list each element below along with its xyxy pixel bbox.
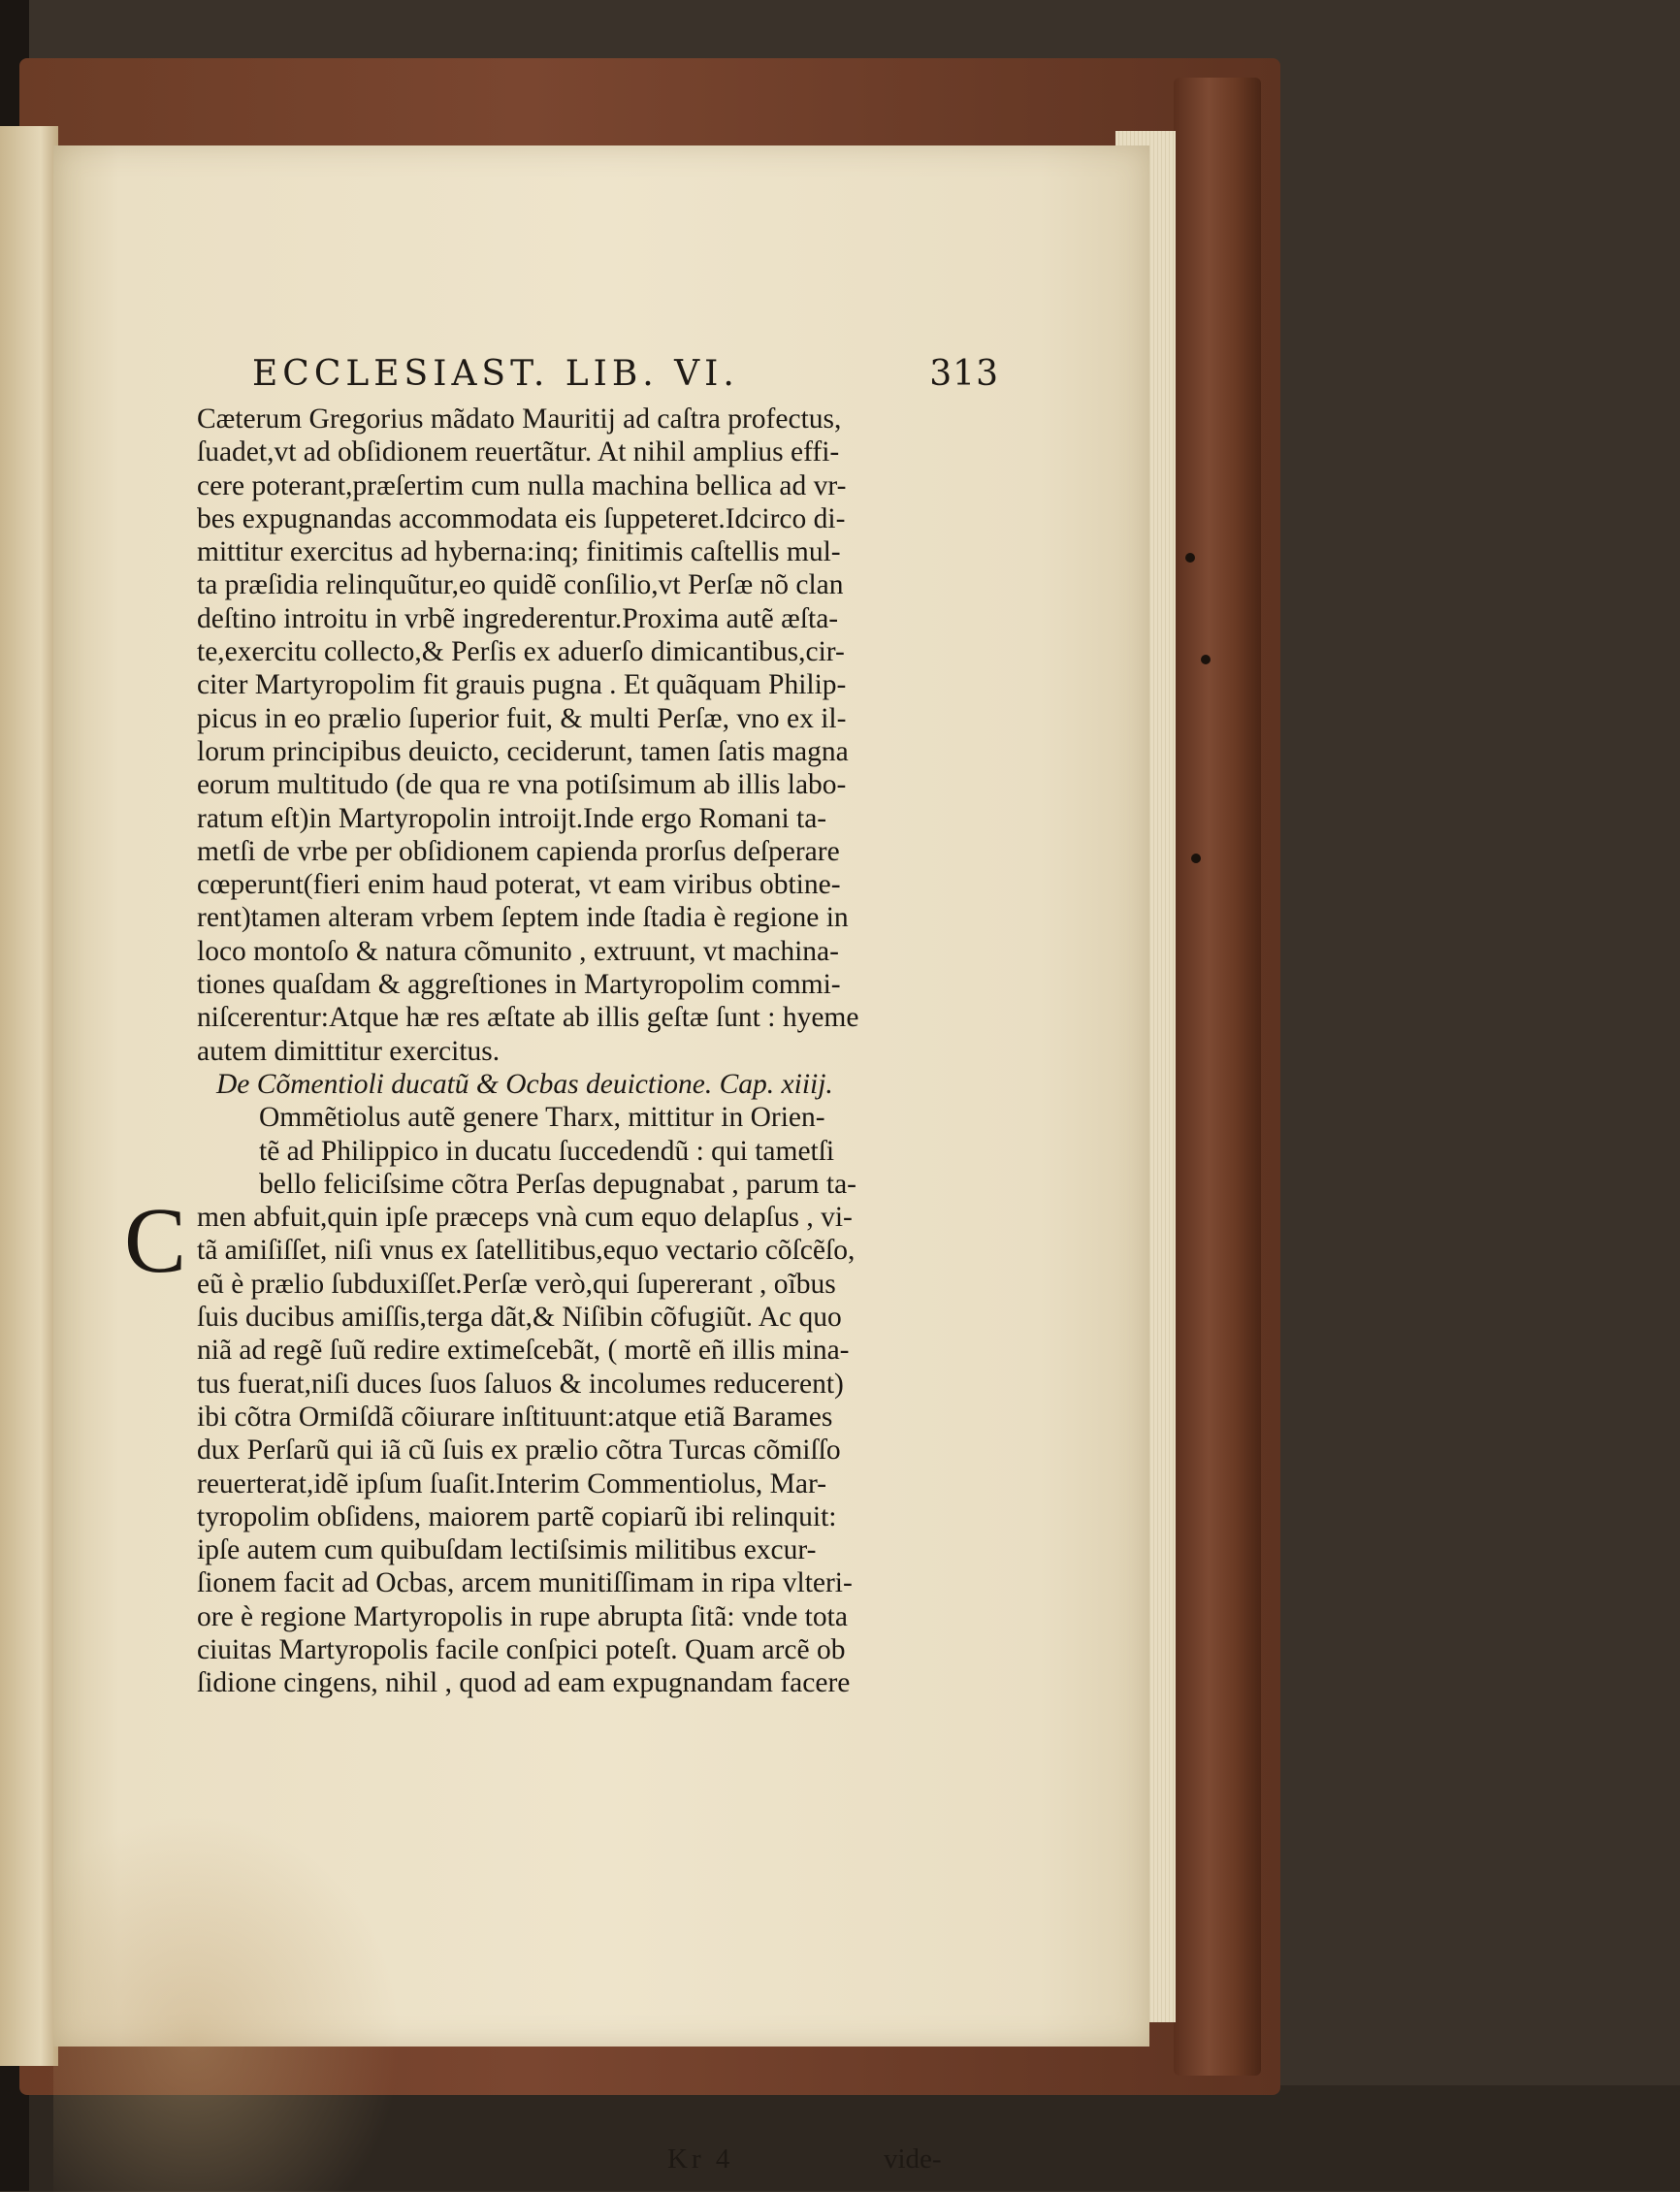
text-line: eorum multitudo (de qua re vna potiſsimum ab illis labo- xyxy=(197,769,847,801)
drop-capital: C xyxy=(124,1188,187,1292)
text-line: loco montoſo & natura cõmunito , extruunt, vt machina- xyxy=(197,935,839,967)
text-line: bello feliciſsime cõtra Perſas depugnabat , parum ta- xyxy=(259,1168,856,1200)
text-line: ſidione cingens, nihil , quod ad eam expugnandam facere xyxy=(197,1667,851,1699)
book-page xyxy=(53,145,1149,2175)
text-line: rent)tamen alteram vrbem ſeptem inde ſtadia è regione in xyxy=(197,902,849,934)
text-line: autem dimittitur exercitus. xyxy=(197,1035,501,1067)
text-line: bes expugnandas accommodata eis ſuppeteret.Idcirco di- xyxy=(197,502,846,534)
text-line: Ommẽtiolus autẽ genere Tharx, mittitur in Orien- xyxy=(259,1102,825,1134)
text-line: eũ è prælio ſubduxiſſet.Perſæ verò,qui ſupererant , oĩbus xyxy=(197,1268,836,1300)
text-line: lorum principibus deuicto, ceciderunt, tamen ſatis magna xyxy=(197,735,849,767)
running-title: ECCLESIAST. LIB. VI. xyxy=(252,354,739,394)
text-line: tiones quaſdam & aggreſtiones in Martyropolim commi- xyxy=(197,969,841,1001)
text-line: deſtino introitu in vrbẽ ingrederentur.Proxima autẽ æſta- xyxy=(197,602,839,634)
facing-page-edge xyxy=(0,126,58,2066)
text-line: tyropolim obſidens, maiorem partẽ copiarũ ibi relinquit: xyxy=(197,1500,837,1532)
text-line: ciuitas Martyropolis facile conſpici poteſt. Quam arcẽ ob xyxy=(197,1633,846,1665)
text-line: dux Perſarũ qui iã cũ ſuis ex prælio cõtra Turcas cõmiſſo xyxy=(197,1434,841,1467)
cover-nail-icon xyxy=(1201,655,1211,664)
text-line: tã amiſiſſet, niſi vnus ex ſatellitibus,equo vectario cõſcẽſo, xyxy=(197,1235,856,1267)
text-line: ſionem facit ad Ocbas, arcem munitiſſimam in ripa vlteri- xyxy=(197,1567,853,1599)
text-line: citer Martyropolim fit grauis pugna . Et quãquam Philip- xyxy=(197,669,847,701)
text-line: ore è regione Martyropolis in rupe abrupta ſitã: vnde tota xyxy=(197,1600,848,1632)
text-line: tẽ ad Philippico in ducatu ſuccedendũ : qui tametſi xyxy=(259,1135,835,1167)
text-line: ipſe autem cum quibuſdam lectiſsimis militibus excur- xyxy=(197,1534,817,1566)
catchword: vide- xyxy=(884,2144,942,2175)
text-line: metſi de vrbe per obſidionem capienda prorſus deſperare xyxy=(197,835,840,867)
text-line: ratum eſt)in Martyropolin introijt.Inde ergo Romani ta- xyxy=(197,802,827,834)
cover-spine-edge xyxy=(1174,78,1261,2076)
text-line: men abfuit,quin ipſe præceps vnà cum equo delapſus , vi- xyxy=(197,1202,853,1234)
cover-nail-icon xyxy=(1185,553,1195,563)
signature-mark: Kr 4 xyxy=(667,2144,734,2175)
text-line: ta præſidia relinquũtur,eo quidẽ conſilio,vt Perſæ nõ clan xyxy=(197,569,844,601)
text-line: picus in eo prælio ſuperior fuit, & multi Perſæ, vno ex il- xyxy=(197,702,847,734)
text-line: tus fuerat,niſi duces ſuos ſaluos & incolumes reducerent) xyxy=(197,1368,844,1400)
text-line: niſcerentur:Atque hæ res æſtate ab illis geſtæ ſunt : hyeme xyxy=(197,1002,859,1034)
chapter-heading: De Cõmentioli ducatũ & Ocbas deuictione. Cap. xiiij. xyxy=(216,1068,833,1100)
page-number: 313 xyxy=(929,354,999,394)
text-line: Cæterum Gregorius mãdato Mauritij ad caſtra profectus, xyxy=(197,403,842,435)
running-header xyxy=(252,354,999,403)
water-stain xyxy=(53,1814,403,2192)
page-text xyxy=(197,403,973,2175)
cover-nail-icon xyxy=(1191,854,1201,863)
text-line: cere poterant,præſertim cum nulla machina bellica ad vr- xyxy=(197,469,847,501)
text-line: te,exercitu collecto,& Perſis ex aduerſo dimicantibus,cir- xyxy=(197,636,845,668)
text-line: reuerterat,idẽ ipſum ſuaſit.Interim Commentiolus, Mar- xyxy=(197,1467,827,1499)
text-line: ſuadet,vt ad obſidionem reuertãtur. At nihil amplius effi- xyxy=(197,436,840,468)
text-line: niã ad regẽ ſuũ redire extimeſcebãt, ( mortẽ eñ illis mina- xyxy=(197,1335,850,1367)
text-line: mittitur exercitus ad hyberna:inq; finitimis caſtellis mul- xyxy=(197,536,841,568)
text-line: cœperunt(fieri enim haud poterat, vt eam viribus obtine- xyxy=(197,869,841,901)
text-line: ſuis ducibus amiſſis,terga dãt,& Niſibin cõfugiũt. Ac quo xyxy=(197,1302,842,1334)
page-footer xyxy=(197,2143,973,2181)
text-line: ibi cõtra Ormiſdã cõiurare inſtituunt:atque etiã Barames xyxy=(197,1401,833,1433)
